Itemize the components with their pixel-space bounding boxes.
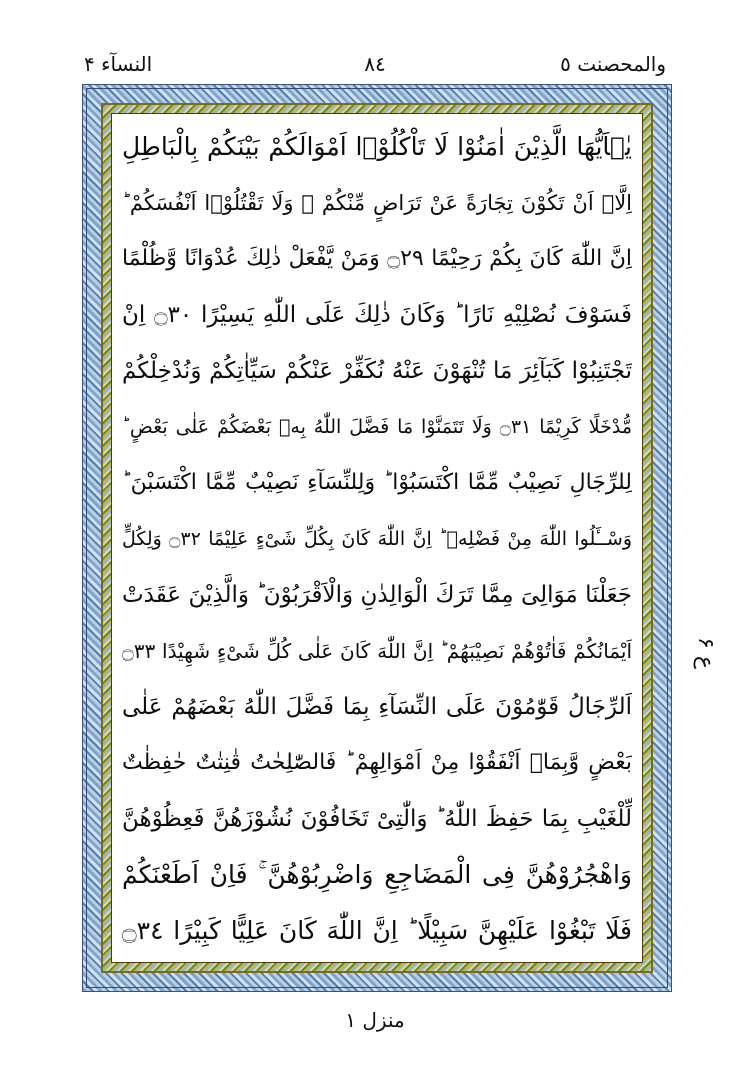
verse-line-13: لِّلْغَيْبِ بِمَا حَفِظَ اللّٰهُ ؕ وَالّٰتِىْ تَخَافُوْنَ نُشُوْزَهُنَّ فَعِظُوْهُنَّ [122,806,632,832]
verse-line-2: اِلَّاۤ اَنْ تَكُوْنَ تِجَارَةً عَنْ تَرَاضٍ مِّنْكُمْ ۫ وَلَا تَقْتُلُوْۤا اَنْفُسَكُمْ ؕ [122,191,632,215]
verse-line-1: يٰۤاَيُّهَا الَّذِيْنَ اٰمَنُوْا لَا تَاْكُلُوْۤا اَمْوَالَكُمْ بَيْنَكُمْ بِالْبَاطِلِ [122,132,632,161]
text-panel [111,113,643,963]
verse-line-4: فَسَوْفَ نُصْلِيْهِ نَارًا ؕ وَكَانَ ذٰلِكَ عَلَى اللّٰهِ يَسِيْرًا ۝٣٠ اِنْ [122,302,632,328]
juz-name: والمحصنت ٥ [560,52,666,76]
inner-border [101,103,653,973]
ruku-marker: ع ۶ [693,637,718,669]
verse-line-9: جَعَلْنَا مَوَالِىَ مِمَّا تَرَكَ الْوَالِدٰنِ وَالْاَقْرَبُوْنَ ؕ وَالَّذِيْنَ عَقَدَتْ [122,582,632,608]
surah-name: النسآء ۴ [84,52,153,76]
verse-line-3: اِنَّ اللّٰهَ كَانَ بِكُمْ رَحِيْمًا ۝٢٩ وَمَنْ يَّفْعَلْ ذٰلِكَ عُدْوَانًا وَّظُلْمًا [122,246,632,271]
verse-line-5: تَجْتَنِبُوْا كَبَآئِرَ مَا تُنْهَوْنَ عَنْهُ نُكَفِّرْ عَنْكُمْ سَيِّاٰتِكُمْ وَنُدْخِلْكُمْ [122,358,632,384]
manzil-label: منزل ۱ [345,1008,405,1032]
verse-line-14: وَاهْجُرُوْهُنَّ فِى الْمَضَاجِعِ وَاضْرِبُوْهُنَّ ۚ فَاِنْ اَطَعْنَكُمْ [122,860,632,889]
verse-line-6: مُّدْخَلًا كَرِيْمًا ۝٣١ وَلَا تَتَمَنَّوْا مَا فَضَّلَ اللّٰهُ بِهٖ بَعْضَكُمْ عَلٰى بَعْضٍ ؕ [122,416,632,438]
verse-line-10: اَيْمَانُكُمْ فَاٰتُوْهُمْ نَصِيْبَهُمْ ؕ اِنَّ اللّٰهَ كَانَ عَلٰى كُلِّ شَىْءٍ شَهِيْدًا ۝٣٣ [122,639,632,663]
verse-line-15: فَلَا تَبْغُوْا عَلَيْهِنَّ سَبِيْلًا ؕ اِنَّ اللّٰهَ كَانَ عَلِيًّا كَبِيْرًا ۝٣٤ [122,916,632,945]
page-number: ٨٤ [364,52,386,76]
verse-line-8: وَسْــَٔلُوا اللّٰهَ مِنْ فَضْلِهٖ ؕ اِنَّ اللّٰهَ كَانَ بِكُلِّ شَىْءٍ عَلِيْمًا ۝٣٢ وَلِكُلٍّ [122,528,632,550]
ornamental-border [82,84,672,992]
verse-line-7: لِلرِّجَالِ نَصِيْبٌ مِّمَّا اكْتَسَبُوْا ؕ وَلِلنِّسَآءِ نَصِيْبٌ مِّمَّا اكْتَسَبْنَ ؕ [122,470,632,495]
verse-line-12: بَعْضٍ وَّبِمَاۤ اَنْفَقُوْا مِنْ اَمْوَالِهِمْ ؕ فَالصّٰلِحٰتُ قٰنِتٰتٌ حٰفِظٰتٌ [122,750,632,775]
verse-line-11: اَلرِّجَالُ قَوّٰمُوْنَ عَلَى النِّسَآءِ بِمَا فَضَّلَ اللّٰهُ بَعْضَهُمْ عَلٰى [122,694,632,720]
page-header [0,52,750,82]
